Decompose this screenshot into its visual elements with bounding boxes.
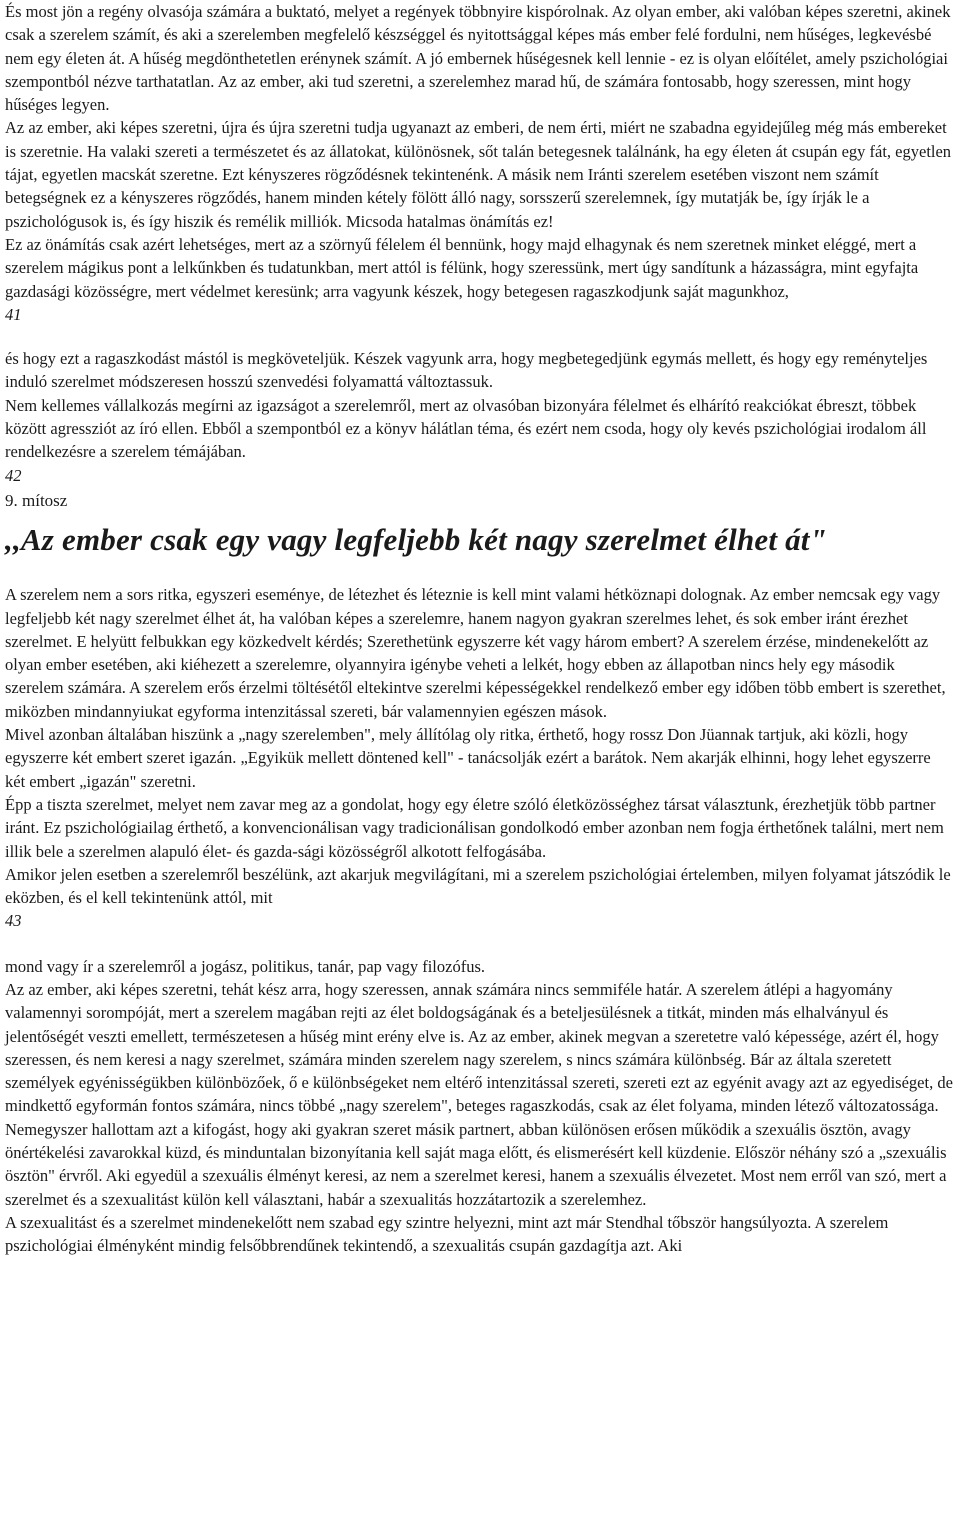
- paragraph: Az az ember, aki képes szeretni, újra és újra szeretni tudja ugyanazt az emberi, de nem érti, miért ne szabadna egyidejűleg még más embereket is szeretnie. Ha valaki szereti a természetet és az állatokat, különösnek, sőt talán betegesnek találnánk, ha egy életen át csupán egy fát, egyetlen tájat, egyetlen macskát szeretne. Ezt kényszeres rögződésnek tekintenénk. A másik nem Iránti szerelem esetében viszont nem számít betegségnek ez a kényszeres rögződés, hanem minden kétely fölött álló nagy, sorsszerű szerelemnek, így mutatják be, így írják le a pszichológusok is, és így hiszik és remélik milliók. Micsoda hatalmas önámítás ez!: [5, 118, 952, 231]
- chapter-number: 9. mítosz: [5, 490, 68, 510]
- chapter-heading: [5, 489, 955, 560]
- paragraph: A szexualitást és a szerelmet mindenekelőtt nem szabad egy szintre helyezni, mint azt már Stendhal tőbször hangsúlyozta. A szerelem pszichológiai élményként mindig felsőbbrendűnek tekintendő, a szexualitás csupán gazdagítja azt. Aki: [5, 1212, 889, 1256]
- paragraph: Az az ember, aki képes szeretni, tehát kész arra, hogy szeressen, annak számára nincs semmiféle határ. A szerelem átlépi a hagyomány valamennyi sorompóját, mert a szerelem magában rejti az élet boldogságának és a beteljesülésnek a titkát, minden más elhalványul és jelentőségét veszti emellett, természetesen a hűség mint erény elve is. Az az ember, akinek megvan a szeretetre való képessége, azért él, hogy szeressen, és nem keresi a nagy szerelmet, számára minden szerelem nagy szerelem, s nincs számára különbség. Bár az általa szeretett személyek egyénisségükben különbözőek, ő e különbségeket nem eltérő intenzitással szereti, szereti ezt az egyénit avagy azt az egyediséget, de mindkettő egyformán fontos számára, nincs többé „nagy szerelem", beteges ragaszkodás, csak az élet folyama, minden létező változatossága.: [5, 979, 953, 1116]
- document-page: [5, 0, 955, 1258]
- page-number: 43: [5, 911, 22, 931]
- paragraph: és hogy ezt a ragaszkodást mástól is megköveteljük. Készek vagyunk arra, hogy megbetegedjünk egymás mellett, és hogy egy reményteljes induló szerelmet módszeresen hosszú szenvedési folyamattá változtassuk.: [5, 349, 928, 392]
- page-number: 41: [5, 304, 22, 324]
- text-section-1: [5, 0, 955, 326]
- page-number: 42: [5, 465, 22, 485]
- paragraph: És most jön a regény olvasója számára a buktató, melyet a regények többnyire kispórolnak. Az olyan ember, aki valóban képes szeretni, akinek csak a szerelem számít, és aki a szerelemben megfelelő készséggel és nyitottsággal képes más ember felé fordulni, nem hűséges, legkevésbé nem egy életen át. A hűség megdönthetetlen erénynek számít. A jó embernek hűségesnek kell lennie - ez is olyan előítélet, amely pszichológiai szempontból nézve tarthatatlan. Az az ember, aki tud szeretni, a szerelemhez marad hű, de számára fontosabb, hogy szeressen, mint hogy hűséges legyen.: [5, 2, 951, 115]
- paragraph: Épp a tiszta szerelmet, melyet nem zavar meg az a gondolat, hogy egy életre szóló életközösséghez társat választunk, érezhetjük több partner iránt. Ez pszichológiailag érthető, a konvencionálisan vagy tradicionálisan gondolkodó ember azonban nem fogja érthetőnek találni, mert nem illik bele a szerelmen alapuló élet- és gazda-sági közösségről alkotott felfogásába.: [5, 794, 944, 861]
- text-section-4: [5, 955, 955, 1258]
- paragraph: A szerelem nem a sors ritka, egyszeri eseménye, de létezhet és léteznie is kell mint valami hétköznapi dolognak. Az ember nemcsak egy vagy legfeljebb két nagy szerelmet élhet át, ha valóban képes a szerelemre, hanem nagyon gyakran szerelmes lehet, és sok ember iránt érezhet szerelmet. E helyütt felbukkan egy közkedvelt kérdés; Szerethetünk egyszerre két vagy három embert? A szerelem érzése, mindenekelőtt az olyan ember esetében, aki kiéhezett a szerelemre, olyannyira igénybe veheti a lelkét, hogy ebben az állapotban nincs hely egy második szerelem számára. A szerelem erős érzelmi töltésétől eltekintve szerelmi képességekkel rendelkező ember egy időben több embert is szerethet, miközben mindannyiukat egyforma intenzitással szereti, bár valamennyien egészen mások.: [5, 585, 946, 721]
- paragraph: Nemegyszer hallottam azt a kifogást, hogy aki gyakran szeret másik partnert, abban különösen erősen működik a szexuális ösztön, avagy önértékelési zavarokkal küzd, és minduntalan bizonyítania kell saját maga előtt, és elismerésért kell küzdenie. Először néhány szó a „szexuális ösztön" érvről. Aki egyedül a szexuális élményt keresi, az nem a szerelmet keresi, hanem a szexuális élvezetet. Most nem erről van szó, mert a szerelmet és a szexualitást külön kell választani, habár a szexualitás hozzátartozik a szerelemhez.: [5, 1119, 947, 1209]
- paragraph: Nem kellemes vállalkozás megírni az igazságot a szerelemről, mert az olvasóban bizonyára félelmet és elhárító reakciókat ébreszt, többek között agressziót az író ellen. Ebből a szempontból ez a könyv hálátlan téma, és ezért nem csoda, hogy oly kevés pszichológiai irodalom áll rendelkezésre a szerelem témájában.: [5, 395, 927, 462]
- paragraph: Mivel azonban általában hiszünk a „nagy szerelemben", mely állítólag oly ritka, érthető, hogy rossz Don Jüannak tartjuk, aki közli, hogy egyszerre két embert szeret igazán. „Egyikük mellett döntened kell" - tanácsolják ezért a barátok. Nem akarják elhinni, hogy lehet egyszerre két embert „igazán" szeretni.: [5, 725, 931, 791]
- paragraph: Ez az önámítás csak azért lehetséges, mert az a szörnyű félelem él bennünk, hogy majd elhagynak és nem szeretnek minket eléggé, mert a szerelem mágikus pont a lelkűnkben és tudatunkban, mert attól is félünk, hogy szeressünk, mert úgy sandítunk a házasságra, mint egyfajta gazdasági közösségre, mert védelmet keresünk; arra vagyunk készek, hogy betegesen ragaszkodjunk saját magunkhoz,: [5, 234, 919, 301]
- chapter-title: ,,Az ember csak egy vagy legfeljebb két nagy szerelmet élhet át": [5, 522, 828, 558]
- paragraph: mond vagy ír a szerelemről a jogász, politikus, tanár, pap vagy filozófus.: [5, 956, 485, 976]
- text-section-3: [5, 583, 955, 932]
- paragraph: Amikor jelen esetben a szerelemről beszélünk, azt akarjuk megvilágítani, mi a szerelem pszichológiai értelemben, milyen folyamat játszódik le eközben, és el kell tekintenünk attól, mit: [5, 864, 951, 908]
- text-section-2: [5, 347, 955, 487]
